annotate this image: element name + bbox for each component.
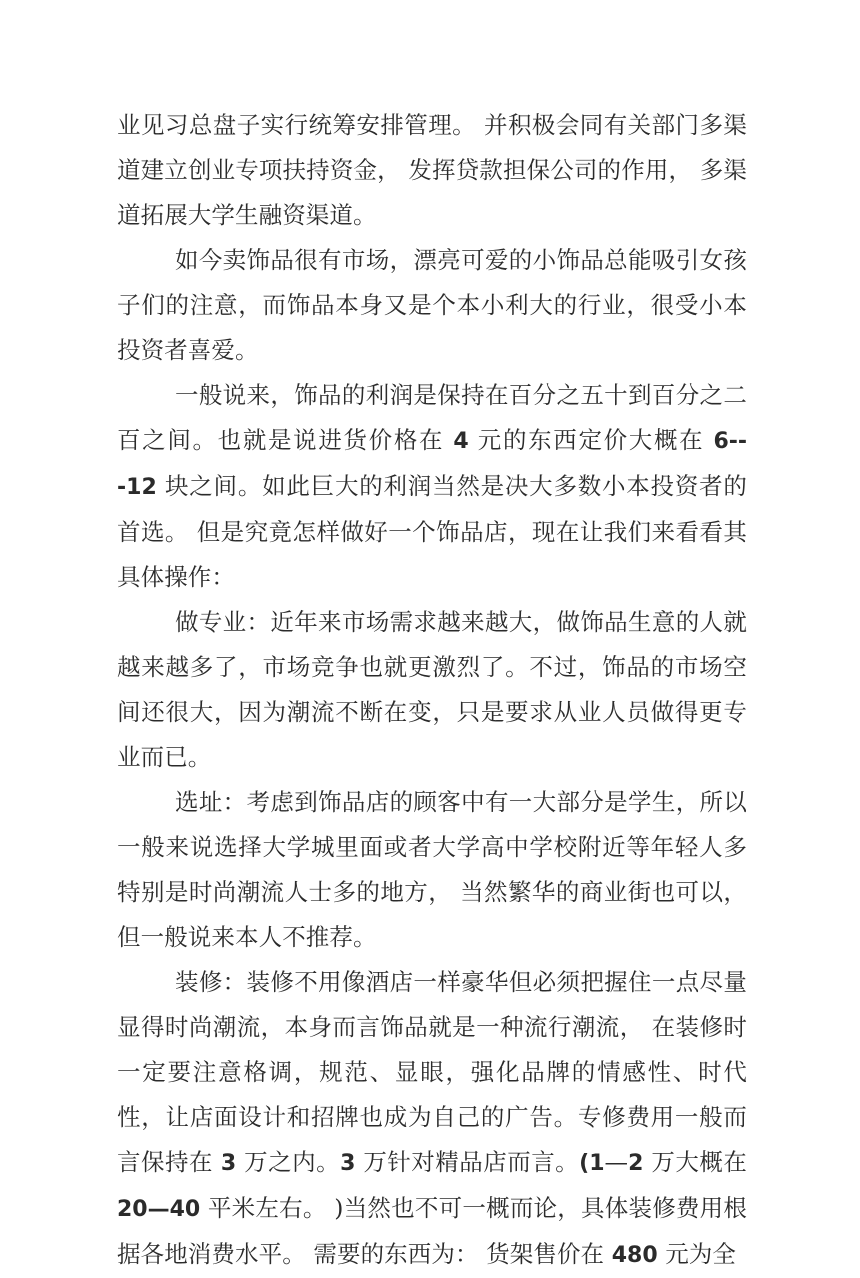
text-run: 万大概在 bbox=[643, 1148, 747, 1176]
text-run: 一般说来，饰品的利润是保持在百分之五十到百分之二百之间。也就是说进货价格在 bbox=[117, 381, 747, 454]
paragraph bbox=[117, 960, 747, 1278]
paragraph bbox=[117, 373, 747, 600]
numeric-run: 6---12 bbox=[117, 429, 748, 500]
paragraph: 业见习总盘子实行统筹安排管理。 并积极会同有关部门多渠道建立创业专项扶持资金， 发挥贷款担保公司的作用， 多渠道拓展大学生融资渠道。 bbox=[117, 111, 747, 229]
numeric-run: 4 bbox=[453, 429, 469, 454]
paragraph: 做专业：近年来市场需求越来越大，做饰品生意的人就越来越多了，市场竞争也就更激烈了。不过，饰品的市场空间还很大，因为潮流不断在变，只是要求从业人员做得更专业而已。 bbox=[117, 608, 747, 771]
numeric-run: 480 bbox=[611, 1243, 658, 1268]
text-run: 块之间。如此巨大的利润当然是决大多数小本投资者的首选。 但是究竟怎样做好一个饰品店，现在让我们来看看其具体操作： bbox=[117, 472, 747, 591]
paragraph: 选址：考虑到饰品店的顾客中有一大部分是学生，所以一般来说选择大学城里面或者大学高中学校附近等年轻人多特别是时尚潮流人士多的地方， 当然繁华的商业街也可以， 但一般说来本人不推荐。 bbox=[117, 788, 747, 951]
text-run: 万针对精品店而言。 bbox=[355, 1148, 580, 1176]
numeric-run: 3 bbox=[340, 1151, 356, 1176]
text-run: 元的东西定价大概在 bbox=[468, 426, 714, 454]
document-text-block bbox=[117, 103, 747, 1278]
numeric-run: 3 bbox=[220, 1151, 237, 1176]
numeric-run: 20—40 bbox=[117, 1197, 201, 1222]
paragraph: 如今卖饰品很有市场，漂亮可爱的小饰品总能吸引女孩子们的注意，而饰品本身又是个本小利大的行业，很受小本投资者喜爱。 bbox=[117, 246, 747, 364]
text-run: 万之内。 bbox=[236, 1148, 341, 1176]
numeric-run: 2 bbox=[628, 1151, 644, 1176]
text-run: 平米左右。 )当然也不可一概而论，具体装修费用根据各地消费水平。 需要的东西为： 货架售价在 bbox=[117, 1194, 747, 1268]
text-run: 元为全 bbox=[657, 1240, 737, 1268]
numeric-run: (1 bbox=[579, 1151, 605, 1176]
text-run: 装修：装修不用像酒店一样豪华但必须把握住一点尽量显得时尚潮流，本身而言饰品就是一种流行潮流， 在装修时一定要注意格调，规范、显眼，强化品牌的情感性、时代性，让店面设计和招牌也成为自己的广告。专修费用一般而言保持在 bbox=[117, 968, 747, 1176]
text-run: — bbox=[604, 1148, 629, 1176]
